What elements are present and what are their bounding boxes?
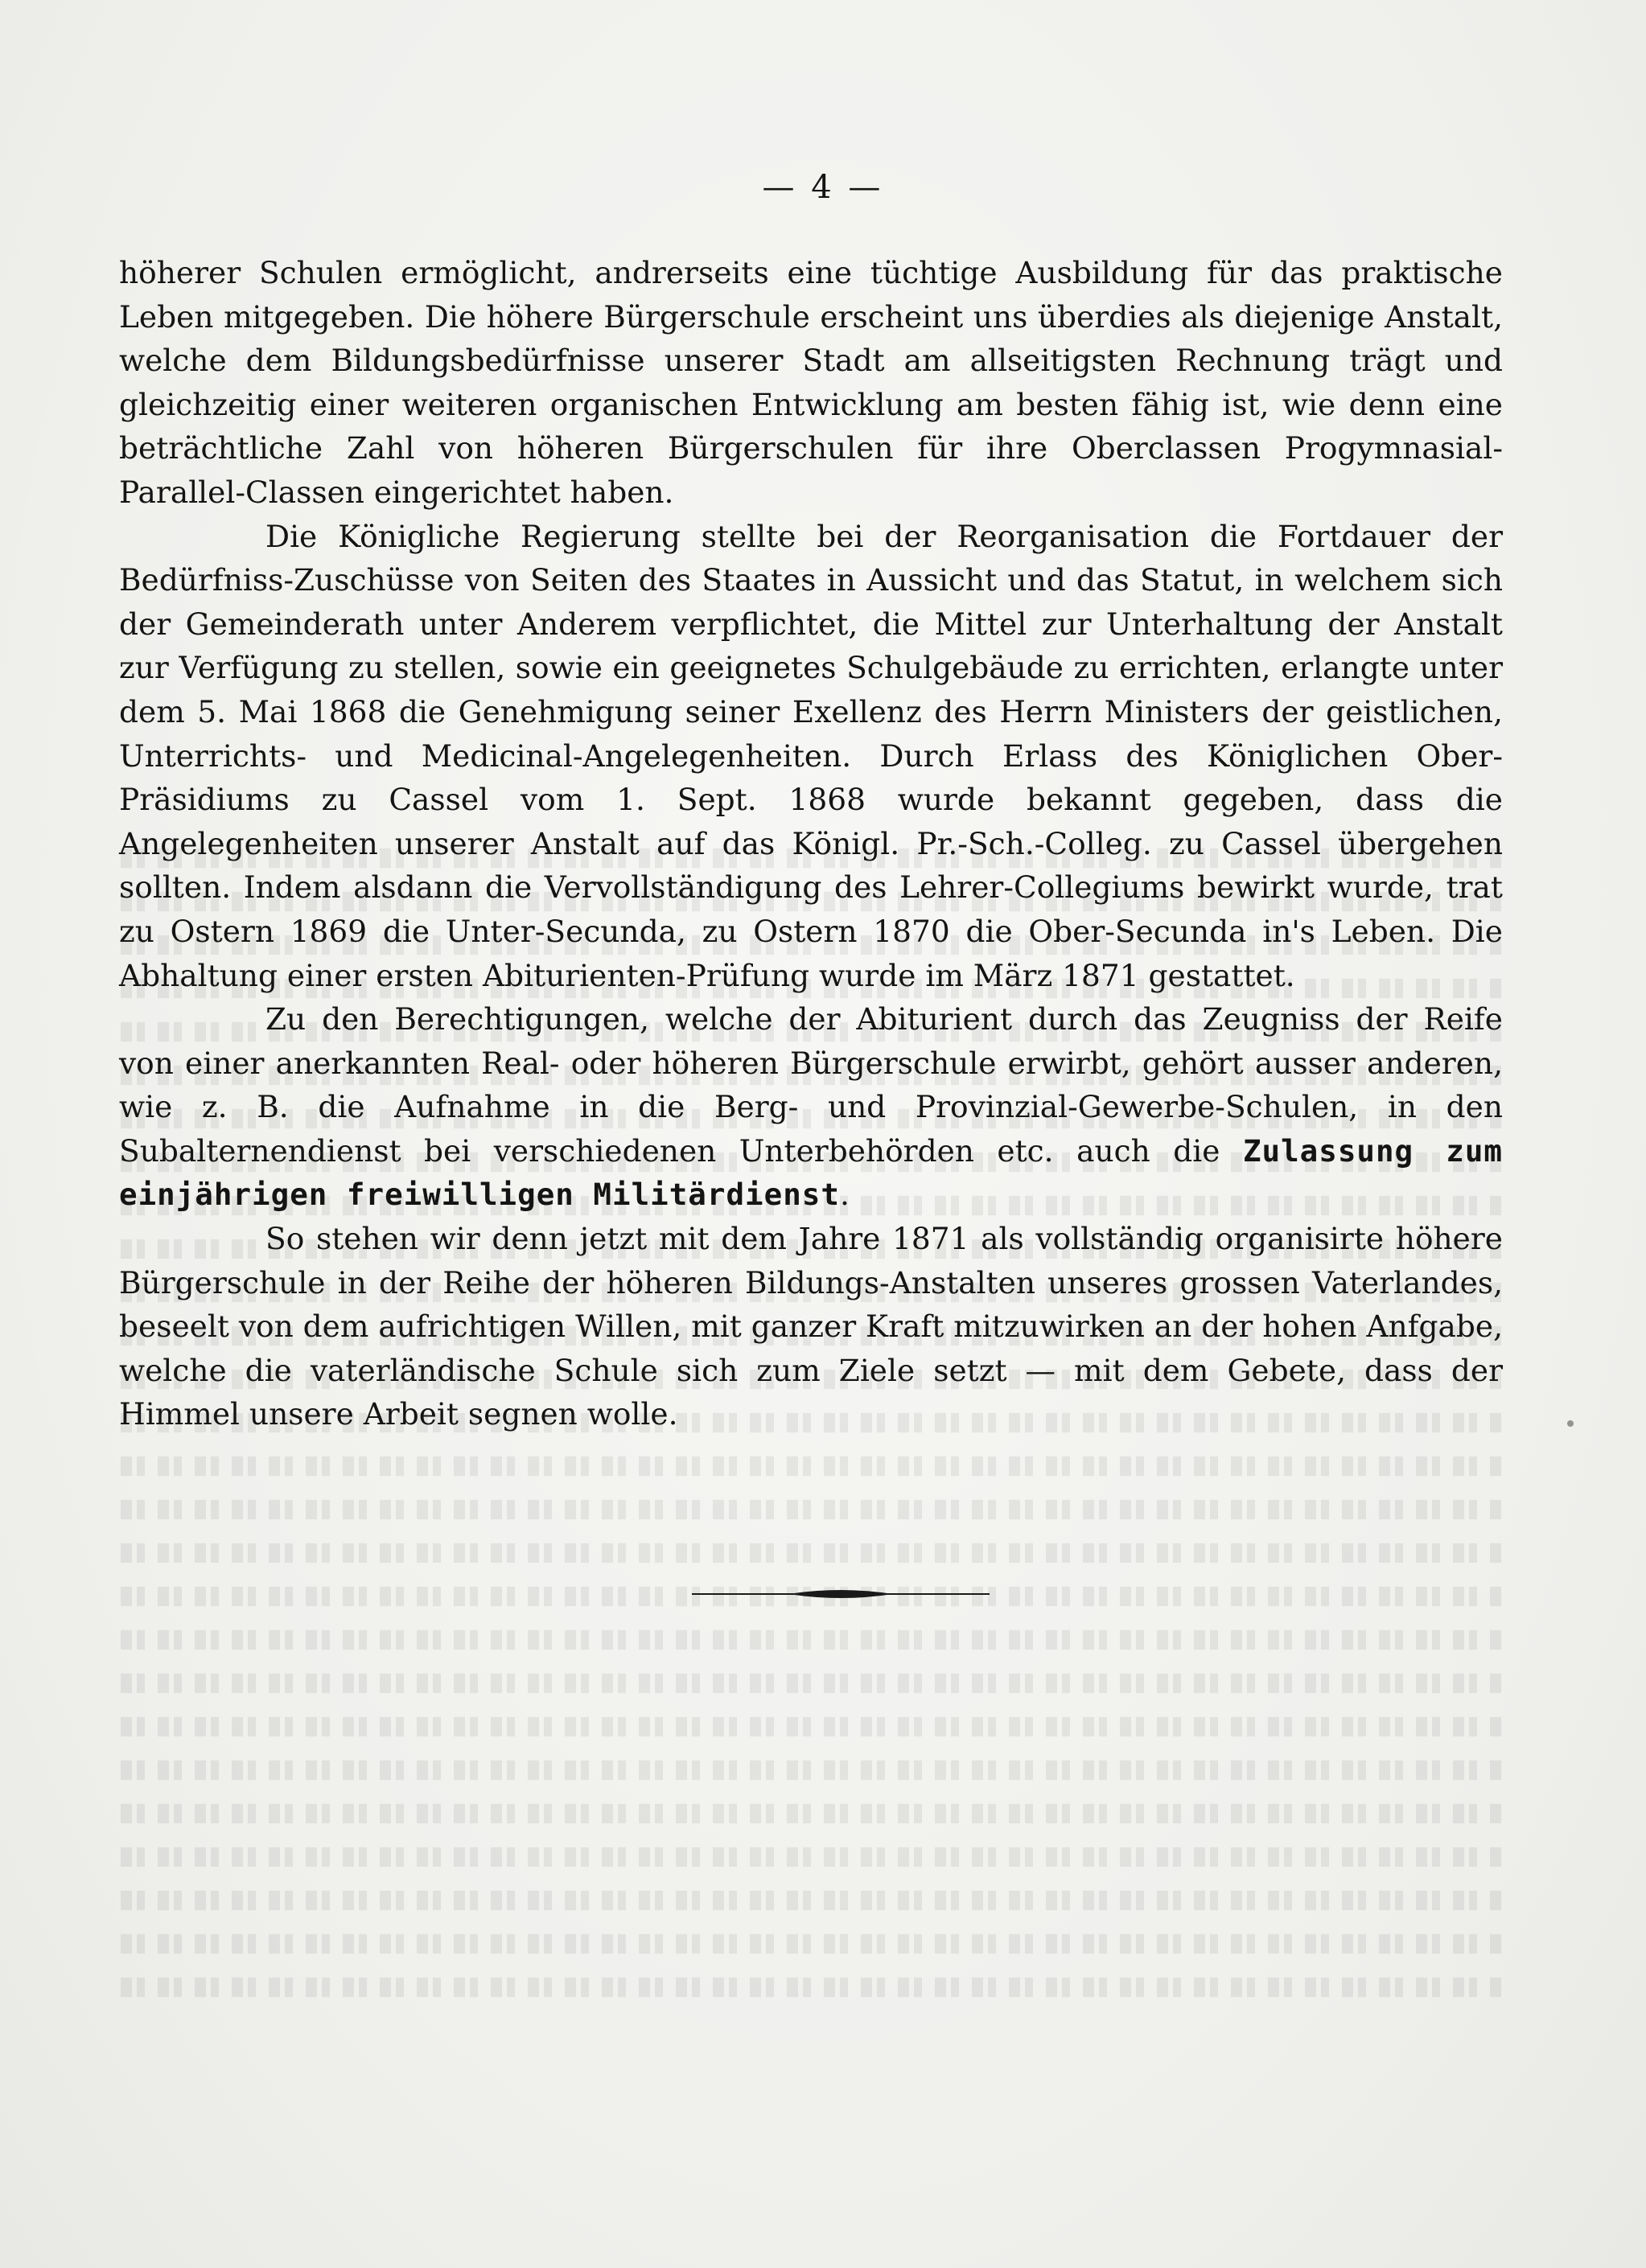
paragraph-4: So stehen wir denn jetzt mit dem Jahre 1871 als vollständig organisirte höhere Bürgerschule in der Reihe der höheren Bildungs-Anstalten unseres grossen Vaterlandes, beseelt von dem aufrichtigen Willen, mit ganzer Kraft mitzuwirken an der hohen Anfgabe, welche die vaterländische Schule sich zum Ziele setzt — mit dem Gebete, dass der Himmel unsere Arbeit segnen wolle. <box>119 1221 1503 1432</box>
paragraph-3 <box>119 997 1503 1217</box>
paragraph-2: Die Königliche Regierung stellte bei der Reorganisation die Fortdauer der Bedürfniss-Zuschüsse von Seiten des Staates in Aussicht und das Statut, in welchem sich der Gemeinderath unter Anderem verpflichtet, die Mittel zur Unterhaltung der Anstalt zur Verfügung zu stellen, sowie ein geeignetes Schulgebäude zu errichten, erlangte unter dem 5. Mai 1868 die Genehmigung seiner Exellenz des Herrn Ministers der geistlichen, Unterrichts- und Medicinal-Angelegenheiten. Durch Erlass des Königlichen Ober-Präsidiums zu Cassel vom 1. Sept. 1868 wurde bekannt gegeben, dass die Angelegenheiten unserer Anstalt auf das Königl. Pr.-Sch.-Colleg. zu Cassel übergehen sollten. Indem alsdann die Vervollständigung des Lehrer-Collegiums bewirkt wurde, trat zu Ostern 1869 die Unter-Secunda, zu Ostern 1870 die Ober-Secunda in's Leben. Die Abhaltung einer ersten Abiturienten-Prüfung wurde im März 1871 gestattet. <box>119 518 1503 993</box>
paper-speck <box>1567 1420 1574 1427</box>
body-text <box>119 251 1503 1436</box>
paragraph-3-emphasis: Zulassung zum einjährigen freiwilligen Militärdienst <box>119 1132 1504 1213</box>
paragraph-3-text: Zu den Berechtigungen, welche der Abiturient durch das Zeugniss der Reife von einer anerkannten Real- oder höheren Bürgerschule erwirbt, gehört ausser anderen, wie z. B. die Aufnahme in die Berg- und Provinzial-Gewerbe-Schulen, in den Subalternendienst bei verschiedenen Unterbehörden etc. auch die <box>119 1001 1503 1169</box>
page-number: — 4 — <box>762 169 884 206</box>
paragraph-3-end: . <box>839 1177 850 1213</box>
decorative-end-rule <box>692 1588 990 1600</box>
paragraph-1: höherer Schulen ermöglicht, andrerseits eine tüchtige Ausbildung für das praktische Leben mitgegeben. Die höhere Bürgerschule erscheint uns überdies als diejenige Anstalt, welche dem Bildungsbedürfnisse unserer Stadt am allseitigsten Rechnung trägt und gleichzeitig einer weiteren organischen Entwicklung am besten fähig ist, wie denn eine beträchtliche Zahl von höheren Bürgerschulen für ihre Oberclassen Progymnasial-Parallel-Classen eingerichtet haben. <box>119 255 1503 510</box>
